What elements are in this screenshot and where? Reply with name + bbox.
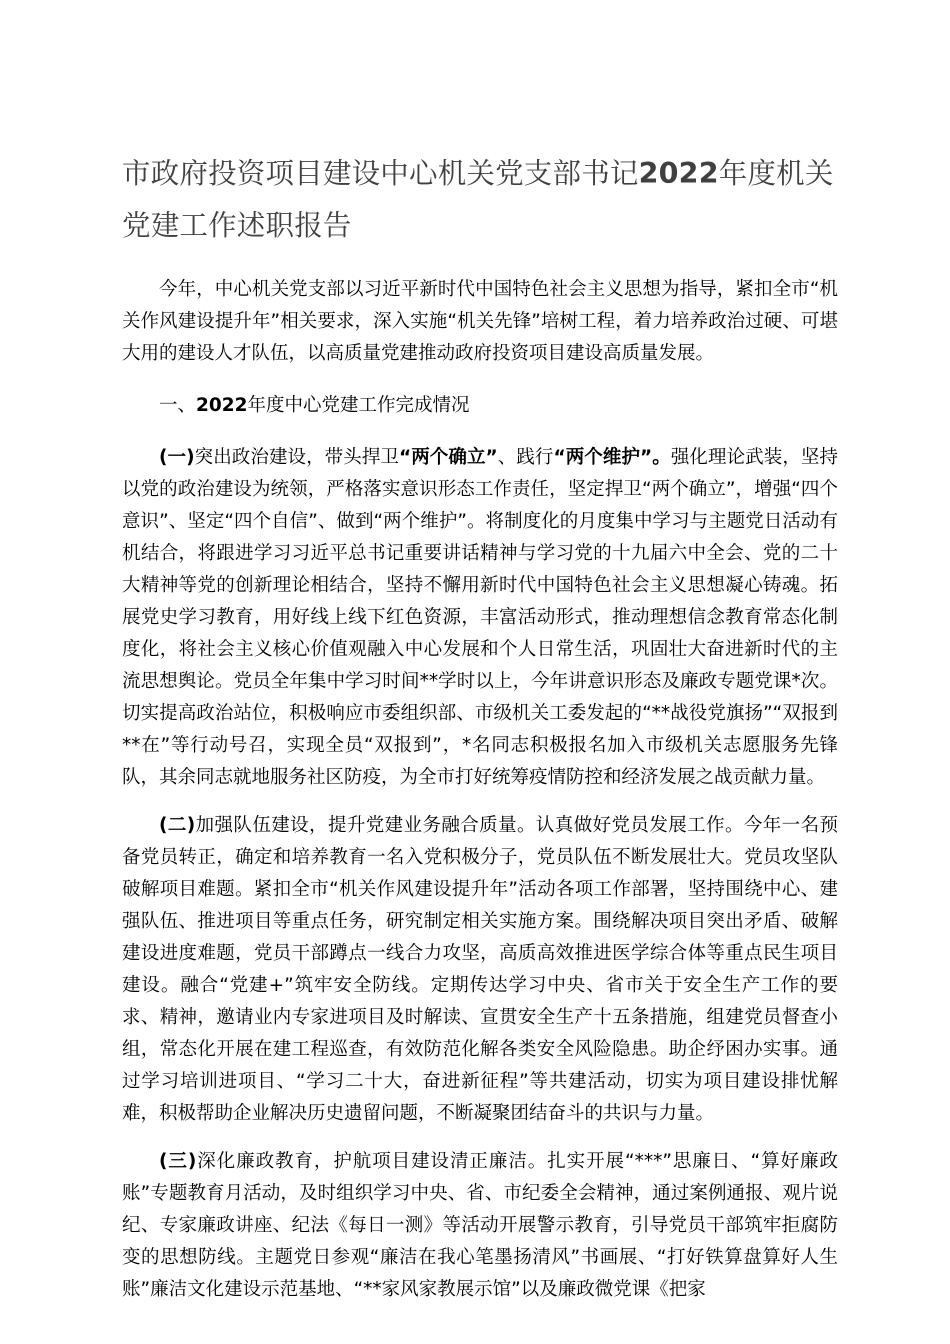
section-heading-text: 加强队伍建设，提升党建业务融合质量。 [195, 815, 536, 836]
section-bold-phrase: “两个维护”。 [553, 447, 671, 468]
heading-prefix: 一、 [159, 395, 197, 416]
title-part1: 市政府投资项目建设中心机关党支部书记 [122, 157, 639, 190]
section-heading-1 [122, 390, 838, 422]
title-part2: 年度机关党建工作述职报告 [122, 157, 834, 242]
section-body: 强化理论武装，坚持以党的政治建设为统领，严格落实意识形态工作责任，坚定捍卫“两个确立”，增强“四个意识”、坚定“四个自信”、做到“两个维护”。将制度化的月度集中学习与主题党日活动有机结合，将跟进学习习近平总书记重要讲话精神与学习党的十九届六中全会、党的二十大精神等党的创新理论相结合，坚持不懈用新时代中国特色社会主义思想凝心铸魂。拓展党史学习教育，用好线上线下红色资源，丰富活动形式，推动理想信念教育常态化制度化，将社会主义核心价值观融入中心发展和个人日常生活，巩固壮大奋进新时代的主流思想舆论。党员全年集中学习时间**学时以上，今年讲意识形态及廉政专题党课*次。切实提高政治站位，积极响应市委组织部、市级机关工委发起的“**战役党旗扬”“双报到**在”等行动号召，实现全员“双报到”，*名同志积极报名加入市级机关志愿服务先锋队，其余同志就地服务社区防疫，为全市打好统筹疫情防控和经济发展之战贡献力量。 [122, 447, 838, 788]
section-paragraph-3 [122, 1146, 838, 1306]
section-paragraph-2 [122, 810, 838, 1130]
section-body: 扎实开展“***”思廉日、“算好廉政账”专题教育月活动，及时组织学习中央、省、市纪委全会精神，通过案例通报、观片说纪、专家廉政讲座、纪法《每日一测》等活动开展警示教育，引导党员干部筑牢拒腐防变的思想防线。主题党日参观“廉洁在我心笔墨扬清风”书画展、“打好铁算盘算好人生账”廉洁文化建设示范基地、“**家风家教展示馆”以及廉政微党课《把家 [122, 1151, 838, 1300]
section-body: 认真做好党员发展工作。今年一名预备党员转正，确定和培养教育一名入党积极分子，党员队伍不断发展壮大。党员攻坚队破解项目难题。紧扣全市“机关作风建设提升年”活动各项工作部署，坚持围绕中心、建强队伍、推进项目等重点任务，研究制定相关实施方案。围绕解决项目突出矛盾、破解建设进度难题，党员干部蹲点一线合力攻坚，高质高效推进医学综合体等重点民生项目建设。融合“党建+”筑牢安全防线。定期传达学习中央、省市关于安全生产工作的要求、精神，邀请业内专家进项目及时解读、宣贯安全生产十五条措施，组建党员督查小组，常态化开展在建工程巡查，有效防范化解各类安全风险隐患。助企纾困办实事。通过学习培训进项目、“学习二十大，奋进新征程”等共建活动，切实为项目建设排忧解难，积极帮助企业解决历史遗留问题，不断凝聚团结奋斗的共识与力量。 [122, 815, 838, 1124]
section-lead: (三) [159, 1151, 197, 1172]
heading-rest: 年度中心党建工作完成情况 [247, 395, 470, 416]
section-paragraph-1 [122, 442, 838, 794]
section-bold-phrase: “两个确立” [398, 447, 498, 468]
section-heading-text: 突出政治建设，带头捍卫 [194, 447, 399, 468]
title-year: 2022 [638, 157, 719, 190]
section-heading-text: 、践行 [497, 447, 554, 468]
section-lead: (一) [159, 447, 195, 468]
heading-year: 2022 [196, 395, 248, 416]
section-heading-text: 深化廉政教育，护航项目建设清正廉洁。 [196, 1151, 548, 1172]
section-lead: (二) [159, 815, 196, 836]
document-title [122, 148, 838, 252]
intro-paragraph: 今年，中心机关党支部以习近平新时代中国特色社会主义思想为指导，紧扣全市“机关作风建设提升年”相关要求，深入实施“机关先锋”培树工程，着力培养政治过硬、可堪大用的建设人才队伍，以高质量党建推动政府投资项目建设高质量发展。 [122, 279, 838, 364]
